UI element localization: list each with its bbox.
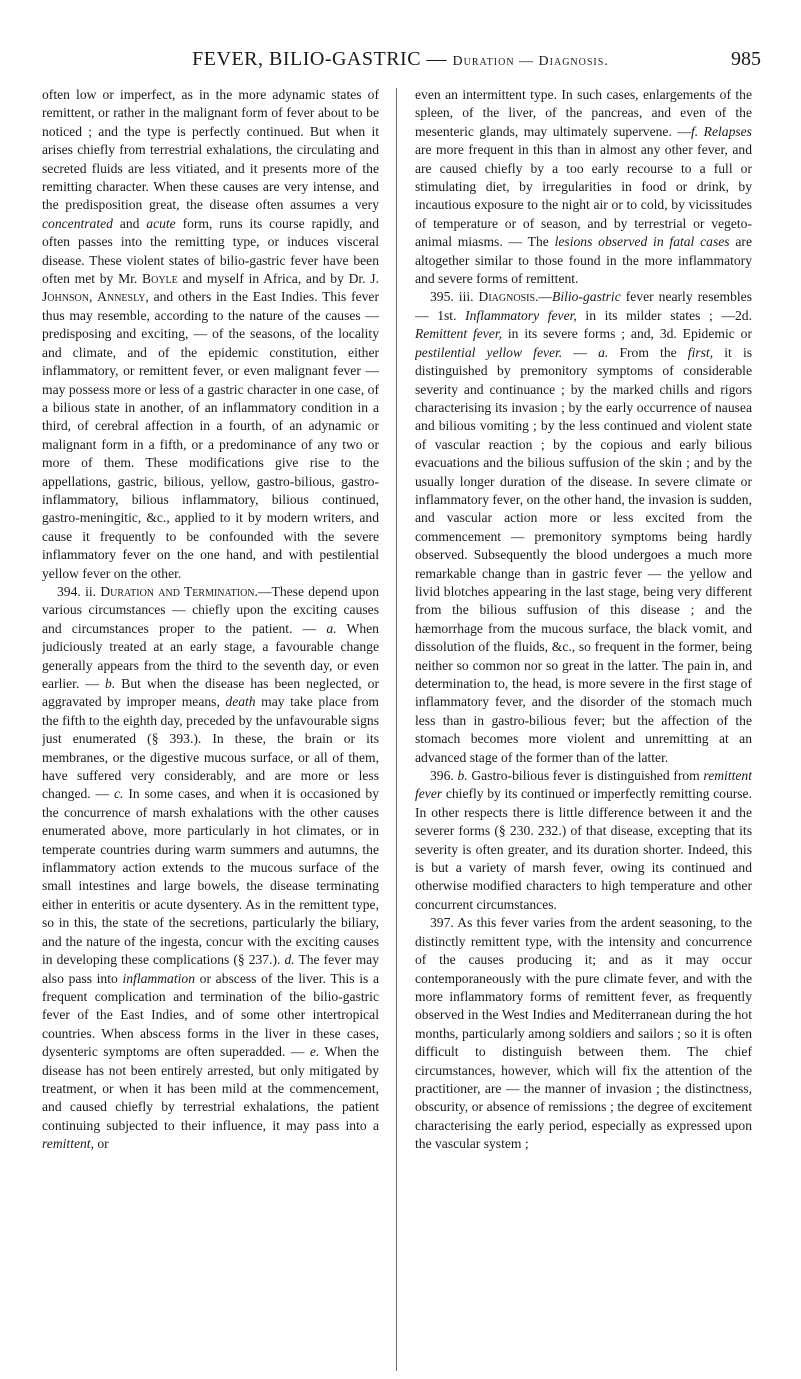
paragraph-fever-forms: often low or imperfect, as in the more adynamic states of remittent, or rather in the malignant form of fever about to be noticed ; and the type is perfectly continued. But when it arises chiefly from terrestrial exhalations, the circulating and secreted fluids are less vitiated, and it presents more of the remitting character. When these causes are very intense, and the predisposition great, the disease often assumes a very concentrated and acute form, runs its course rapidly, and often passes into the remitting type, or induces visceral disease. These violent states of bilio-gastric fever have been often met by Mr. Boyle and myself in Africa, and by Dr. J. Johnson, Annesly, and others in the East Indies. This fever thus may resemble, according to the nature of the causes — predisposing and exciting, — of the seasons, of the locality and climate, and of the epidemic constitution, either inflammatory, or remittent fever, or even malignant fever — may possess more or less of a gastric character in one case, of a bilious state in another, of an inflammatory condition in a third, of cerebral affection in a fourth, of an adynamic or malignant form in a fifth, or a predominance of any two or more of them. These modifications give rise to the appellations, gastric, bilious, yellow, gastro-bilious, gastro-inflammatory, bilious inflammatory, bilious continued, gastro-meningitic, &c., applied to it by modern writers, and cause it frequently to be confounded with the severe inflammatory fever on the one hand, and with pestilential yellow fever on the other. [42,87,379,581]
right-column [415,86,752,1376]
running-title: FEVER, BILIO-GASTRIC — Duration — Diagnosis. [192,48,609,70]
running-head [40,44,761,74]
title-sub: Duration — Diagnosis. [452,54,609,69]
paragraph-397: 397. As this fever varies from the ardent seasoning, to the distinctly remittent type, with the intensity and concurrence of the causes producing it; and as it may occur contemporaneously with the pure climate fever, and with the more inflammatory forms of remittent fever, as frequently observed in the West Indies and Mediterranean during the hot months, particularly among soldiers and sailors ; so it is often difficult to distinguish between them. The chief circumstances, however, which will fix the attention of the practitioner, are — the manner of invasion ; the distinctness, obscurity, or absence of remissions ; the degree of excitement characterising the early period, especially as expressed upon the vascular system ; [415,915,752,1152]
paragraph-396: 396. b. Gastro-bilious fever is distinguished from remittent fever chiefly by its continued or imperfectly remitting course. In other respects there is little difference between it and the severer forms (§ 230. 232.) of that disease, excepting that its severity is often greater, and its duration shorter. Indeed, this is but a variety of marsh fever, owing its continued and otherwise modified characters to high temperature and other concurrent circumstances. [415,768,752,912]
page-number: 985 [731,48,761,70]
left-column [42,86,379,1376]
title-main: FEVER, BILIO-GASTRIC [192,48,422,70]
paragraph-394-duration: 394. ii. Duration and Termination.—These depend upon various circumstances — chiefly upon the exciting causes and circumstances proper to the patient. — a. When judiciously treated at an early stage, a favourable change generally appears from the third to the seventh day, or even earlier. — b. But when the disease has been neglected, or aggravated by improper means, death may take place from the fifth to the eighth day, preceded by the unfavourable signs just enumerated (§ 393.). In these, the brain or its membranes, or the digestive mucous surface, or all of them, have suffered very considerably, and are more or less changed. — c. In some cases, and when it is occasioned by the concurrence of marsh exhalations with the other causes enumerated above, more particularly in hot climates, or in temperate countries during warm summers and autumns, the inflammatory action extends to the mucous surface of the small intestines and large bowels, the disease terminating either in enteritis or acute dysentery. As in the remittent type, so in this, the state of the secretions, particularly the biliary, and the nature of the ingesta, concur with the exciting causes in developing these complications (§ 237.). d. The fever may also pass into inflammation or abscess of the liver. This is a frequent complication and termination of the bilio-gastric fever of the East Indies, and of some other intertropical countries. When abscess forms in the liver in these cases, dysenteric symptoms are often superadded. — e. When the disease has not been entirely arrested, but only mitigated by treatment, or when it has been mild at the commencement, and caused chiefly by terrestrial exhalations, the patient continuing subjected to their influence, it may pass into a remittent, or [42,583,379,1152]
section-heading-diagnosis: Diagnosis. [478,289,539,305]
paragraph-395-diagnosis: 395. iii. Diagnosis.—Bilio-gastric fever nearly resembles — 1st. Inflammatory fever, in its milder states ; —2d. Remittent fever, in its severe forms ; and, 3d. Epidemic or pestilential yellow fever. — a. From the first, it is distinguished by premonitory symptoms of considerable severity and continuance ; by the marked chills and rigors characterising its invasion ; by the early occurrence of nausea and bilious vomiting ; by the less continued and violent state of vascular reaction ; by the copious and early bilious evacuations and the bilious suffusion of the skin ; and by the usually longer duration of the disease. In severe climate or inflammatory fever, on the other hand, the invasion is sudden, and vascular action more or less excited from the commencement — premonitory symptoms being hardly observed. Subsequently the blood undergoes a much more remarkable change than in gastric fever — the yellow and livid blotches appearing in the last stage, being very different from the bilious suffusion of this disease ; and the hæmorrhage from the mucous surface, the black vomit, and dissolution of the fluids, &c., so frequent in the former, being neither so common nor so great in the latter. The pain in, and determination to, the head, is more severe in the first stage of inflammatory fever, and the disorder of the stomach much less than in gastro-bilious fever; but the affection of the stomach becomes more violent and unremitting at an advanced stage of the former than of the latter. [415,289,752,765]
paragraph-relapses: even an intermittent type. In such cases, enlargements of the spleen, of the liver, of the pancreas, and even of the mesenteric glands, may ultimately supervene. —f. Relapses are more frequent in this than in almost any other fever, and are caused chiefly by a too early recourse to a full or stimulating diet, by irregularities in food or drink, by incautious exposure to the night air or to cold, by vicissitudes of temperature or of season, and by terrestrial or vegeto-animal miasms. — The lesions observed in fatal cases are altogether similar to those found in the more inflammatory and severe forms of remittent. [415,87,752,287]
column-divider [396,88,397,1371]
section-heading-duration: Duration and Termination. [100,583,258,599]
